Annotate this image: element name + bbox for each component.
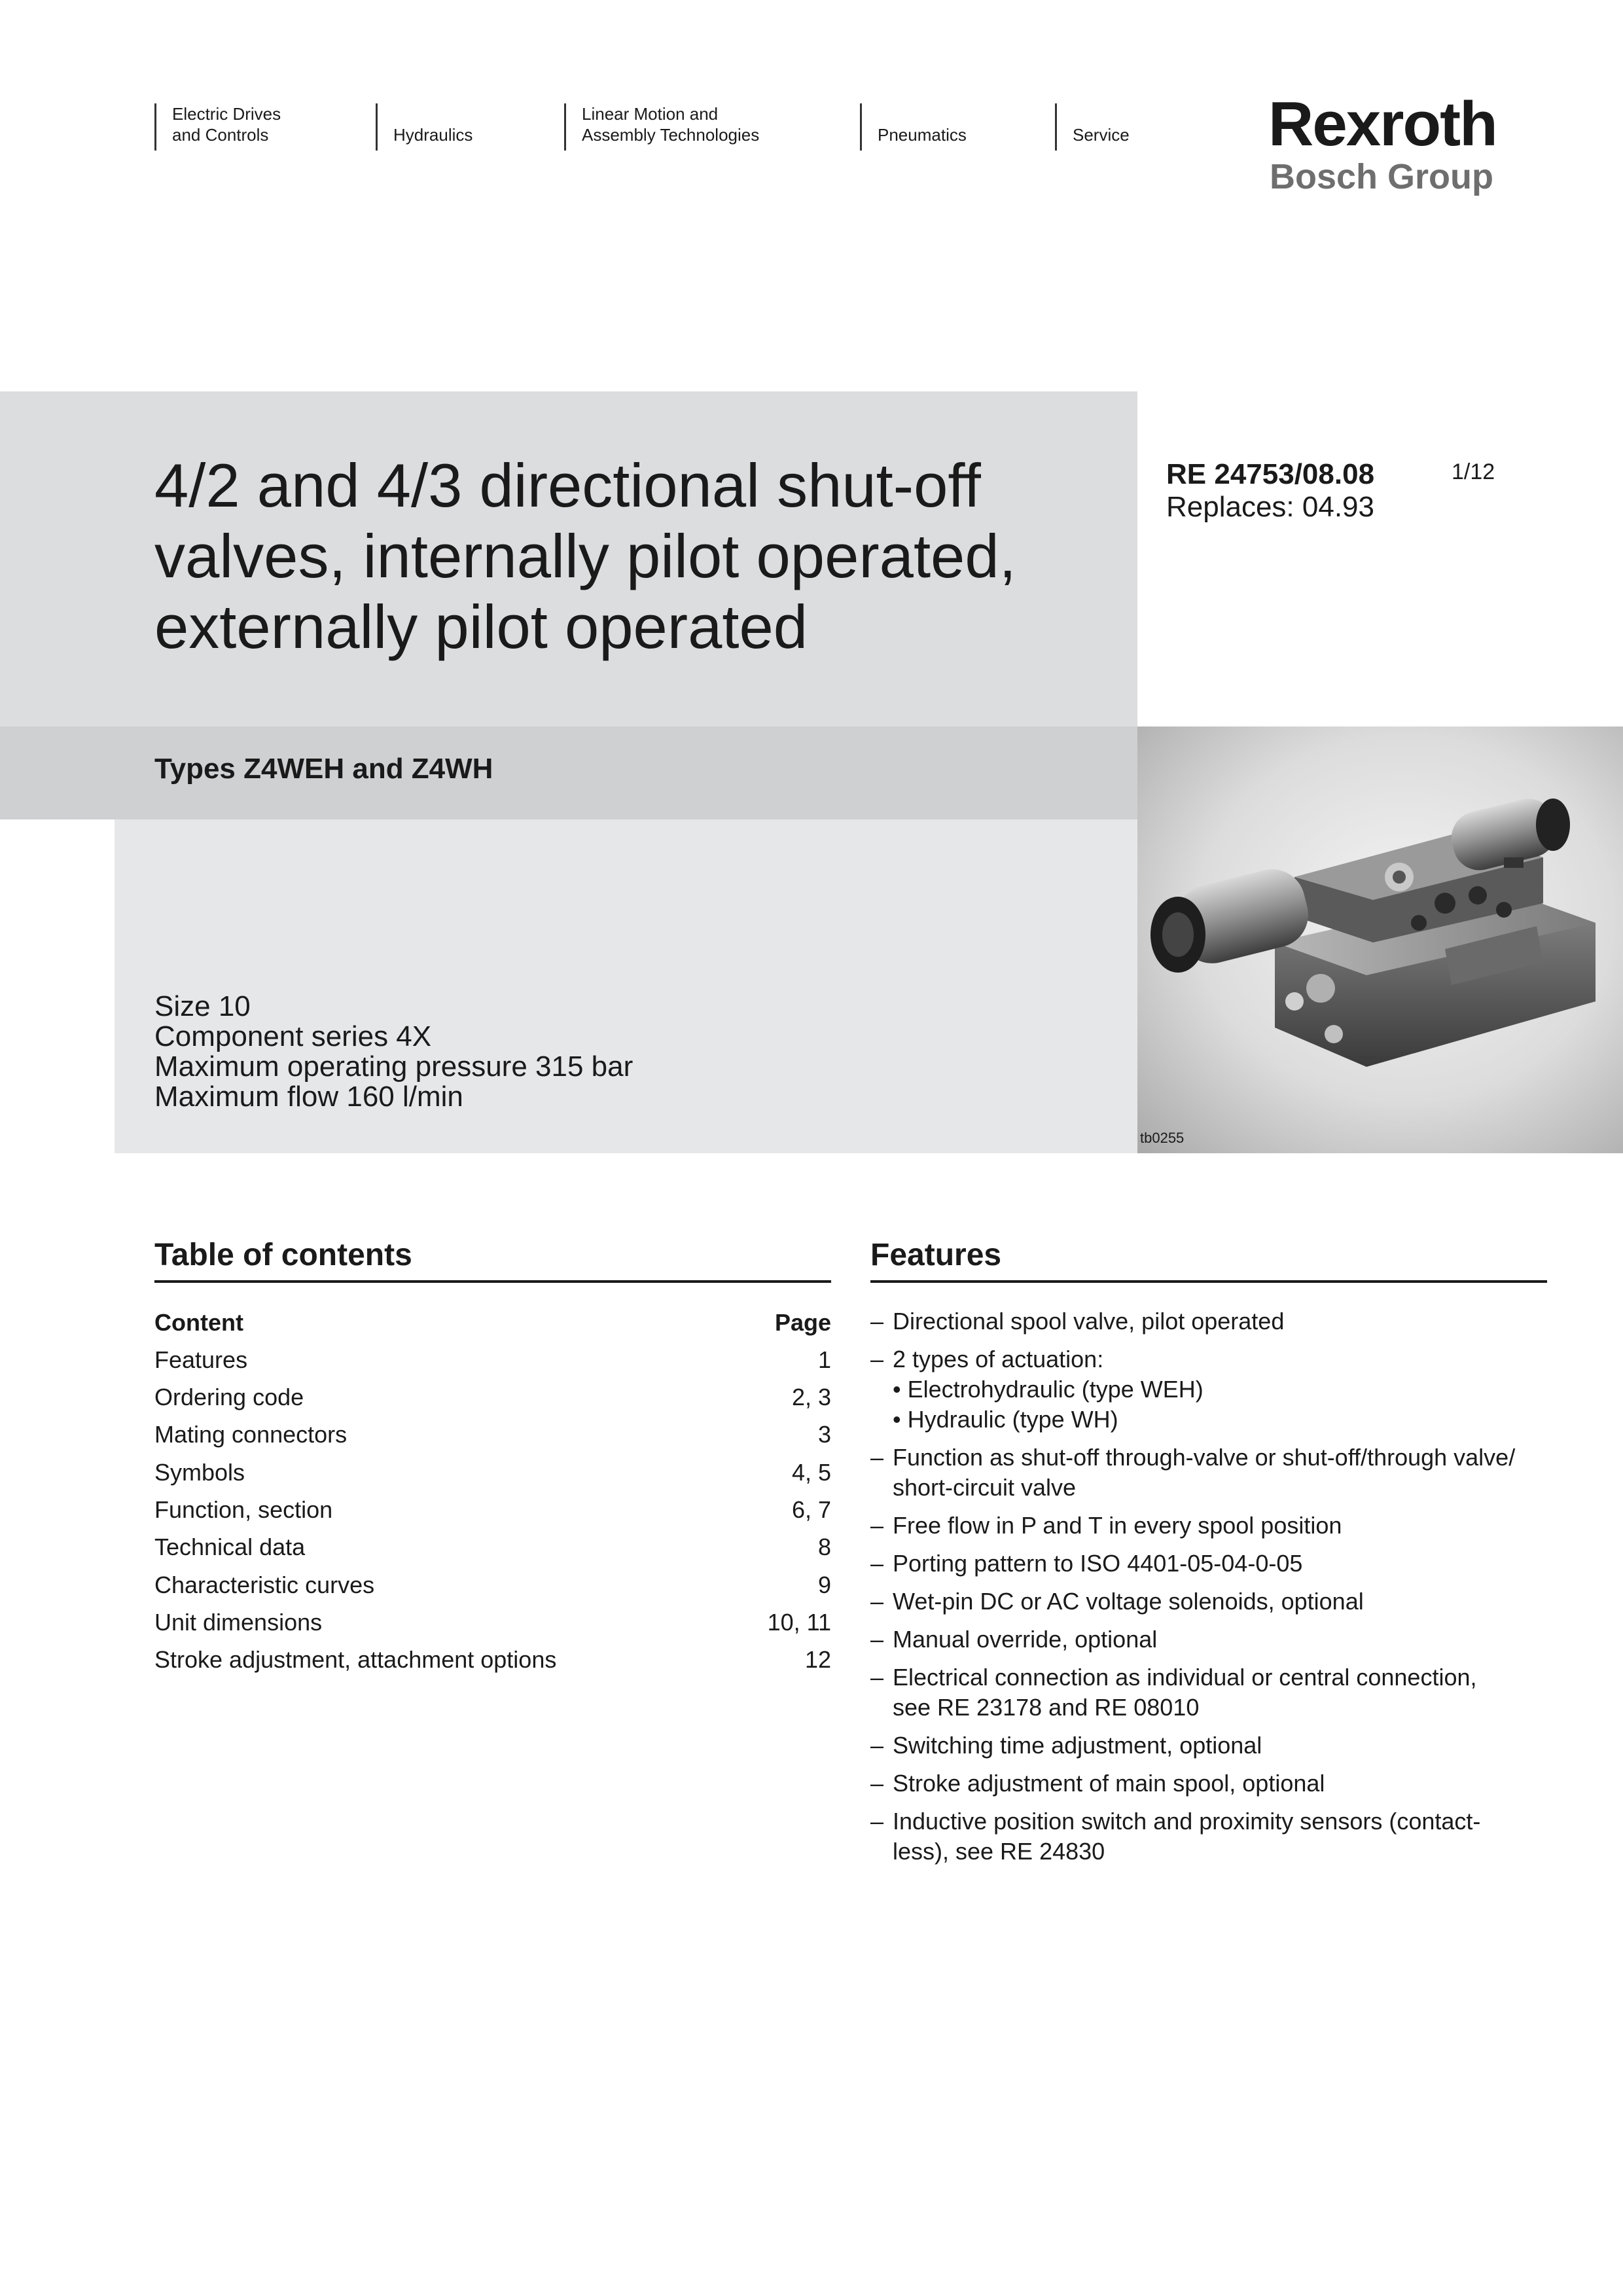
features-title: Features [870, 1238, 1002, 1272]
toc-page: 4, 5 [791, 1459, 831, 1486]
toc-col-page: Page [774, 1309, 831, 1336]
toc-page: 12 [804, 1646, 831, 1673]
toc-col-content: Content [154, 1309, 243, 1336]
toc-label: Technical data [154, 1534, 306, 1560]
toc-label: Mating connectors [154, 1421, 348, 1448]
toc-row[interactable] [154, 1645, 831, 1674]
toc-row[interactable] [154, 1420, 831, 1449]
toc-label: Stroke adjustment, attachment options [154, 1646, 557, 1673]
feature-line: Inductive position switch and proximity sensors (contact- [893, 1808, 1481, 1835]
toc-label: Symbols [154, 1459, 245, 1486]
toc-label: Unit dimensions [154, 1609, 323, 1636]
toc-rule [154, 1280, 831, 1283]
feature-line: • Electrohydraulic (type WEH) [893, 1376, 1204, 1403]
feature-line: 2 types of actuation: [893, 1346, 1104, 1372]
toc-page: 10, 11 [767, 1609, 831, 1636]
feature-line: Porting pattern to ISO 4401-05-04-0-05 [893, 1550, 1303, 1577]
toc-row[interactable] [154, 1458, 831, 1487]
spec-line: Component series 4X [154, 1020, 432, 1052]
nav-label-line1: Linear Motion and [582, 104, 719, 124]
toc-label: Features [154, 1346, 248, 1373]
toc-row[interactable] [154, 1608, 831, 1637]
feature-line: Wet-pin DC or AC voltage solenoids, optional [893, 1588, 1364, 1615]
spec-line: Size 10 [154, 990, 251, 1022]
feature-dash: – [870, 1770, 884, 1797]
nav-label-line2: Assembly Technologies [582, 125, 760, 145]
feature-item [870, 1768, 1551, 1799]
feature-item [870, 1511, 1551, 1541]
feature-dash: – [870, 1346, 884, 1372]
nav-label-line2: and Controls [172, 125, 269, 145]
nav-electric-drives[interactable] [154, 103, 281, 151]
toc-page: 6, 7 [791, 1496, 831, 1523]
feature-item [870, 1662, 1551, 1723]
feature-line: Stroke adjustment of main spool, optional [893, 1770, 1325, 1797]
nav-label-line1: Electric Drives [172, 104, 281, 124]
feature-line: Free flow in P and T in every spool position [893, 1512, 1342, 1539]
nav-linear-motion[interactable] [564, 103, 759, 151]
toc-label: Function, section [154, 1496, 333, 1523]
page-number: 1/12 [1452, 459, 1495, 484]
nav-label-line2: Pneumatics [878, 125, 967, 145]
title-line: 4/2 and 4/3 directional shut-off [154, 451, 981, 520]
feature-dash: – [870, 1550, 884, 1577]
feature-line: Electrical connection as individual or central connection, [893, 1664, 1477, 1691]
feature-item [870, 1306, 1551, 1336]
toc-page: 3 [817, 1421, 831, 1448]
toc-row[interactable] [154, 1383, 831, 1412]
feature-line: see RE 23178 and RE 08010 [893, 1694, 1200, 1721]
title-line: valves, internally pilot operated, [154, 522, 1016, 590]
toc-page: 9 [817, 1571, 831, 1598]
feature-line: Switching time adjustment, optional [893, 1732, 1262, 1759]
feature-dash: – [870, 1664, 884, 1691]
photo-code: tb0255 [1140, 1130, 1185, 1146]
toc-row[interactable] [154, 1533, 831, 1562]
toc-row[interactable] [154, 1346, 831, 1374]
spec-line: Maximum flow 160 l/min [154, 1081, 463, 1113]
feature-item [870, 1443, 1551, 1503]
feature-line: • Hydraulic (type WH) [893, 1406, 1118, 1433]
feature-dash: – [870, 1732, 884, 1759]
feature-line: Function as shut-off through-valve or shut-off/through valve/ [893, 1444, 1516, 1471]
feature-line: short-circuit valve [893, 1474, 1077, 1501]
spec-list [154, 992, 633, 1112]
feature-item [870, 1344, 1551, 1435]
toc-header-row [154, 1309, 831, 1336]
feature-item [870, 1624, 1551, 1655]
feature-item [870, 1731, 1551, 1761]
nav-service[interactable] [1055, 103, 1130, 151]
spec-line: Maximum operating pressure 315 bar [154, 1050, 633, 1083]
nav-pneumatics[interactable] [860, 103, 967, 151]
types-subtitle: Types Z4WEH and Z4WH [154, 753, 493, 785]
toc-page: 8 [817, 1534, 831, 1560]
page-title [154, 450, 1123, 662]
nav-label-line2: Service [1073, 125, 1130, 145]
toc-title: Table of contents [154, 1238, 412, 1272]
nav-hydraulics[interactable] [376, 103, 473, 151]
feature-item [870, 1587, 1551, 1617]
document-number: RE 24753/08.08 [1166, 458, 1375, 490]
feature-dash: – [870, 1308, 884, 1335]
features-list [870, 1306, 1551, 1874]
feature-dash: – [870, 1512, 884, 1539]
toc-label: Ordering code [154, 1384, 304, 1410]
feature-item [870, 1549, 1551, 1579]
feature-item [870, 1806, 1551, 1867]
nav-label-line2: Hydraulics [393, 125, 473, 145]
valve-illustration [1137, 726, 1623, 1153]
document-replaces: Replaces: 04.93 [1166, 491, 1374, 523]
toc-page: 1 [817, 1346, 831, 1373]
feature-dash: – [870, 1444, 884, 1471]
feature-line: less), see RE 24830 [893, 1838, 1105, 1865]
product-photo [1137, 726, 1623, 1153]
feature-line: Manual override, optional [893, 1626, 1158, 1653]
title-line: externally pilot operated [154, 592, 808, 661]
toc-row[interactable] [154, 1496, 831, 1524]
feature-line: Directional spool valve, pilot operated [893, 1308, 1285, 1335]
toc-row[interactable] [154, 1571, 831, 1600]
toc-page: 2, 3 [791, 1384, 831, 1410]
logo-bosch-group: Bosch Group [1270, 157, 1494, 196]
feature-dash: – [870, 1626, 884, 1653]
toc-label: Characteristic curves [154, 1571, 375, 1598]
feature-dash: – [870, 1588, 884, 1615]
features-rule [870, 1280, 1547, 1283]
feature-dash: – [870, 1808, 884, 1835]
logo-rexroth: Rexroth [1268, 89, 1497, 159]
